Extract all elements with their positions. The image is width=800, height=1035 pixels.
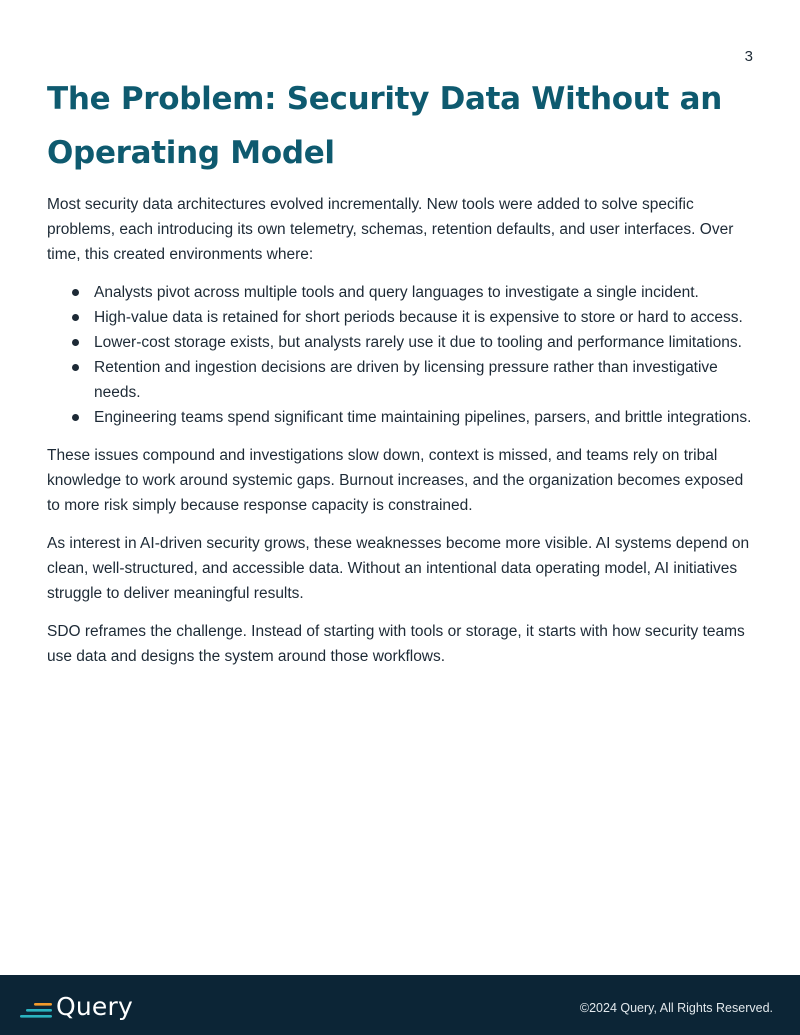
page-number: 3 xyxy=(744,48,753,65)
body-paragraph-sdo: SDO reframes the challenge. Instead of starting with tools or storage, it starts with how security teams use data and designs the system around those workflows. xyxy=(47,623,745,665)
logo-bars-icon xyxy=(20,992,60,1022)
list-item xyxy=(47,355,757,405)
intro-paragraph: Most security data architectures evolved incrementally. New tools were added to solve specific problems, each introducing its own telemetry, schemas, retention defaults, and user interfaces. Over time, this created environments where: xyxy=(47,196,734,263)
issues-list xyxy=(47,280,757,430)
bullet-icon xyxy=(72,414,79,421)
body-paragraph-issues: These issues compound and investigations slow down, context is missed, and teams rely on tribal knowledge to work around systemic gaps. Burnout increases, and the organization becomes exposed to more risk simply because response capacity is constrained. xyxy=(47,447,744,514)
list-item xyxy=(47,305,757,330)
list-item-text: Lower-cost storage exists, but analysts rarely use it due to tooling and performance limitations. xyxy=(94,334,742,351)
list-item-text: Engineering teams spend significant time maintaining pipelines, parsers, and brittle integrations. xyxy=(94,409,752,426)
query-logo xyxy=(20,992,150,1022)
bullet-icon xyxy=(72,364,79,371)
bullet-icon xyxy=(72,289,79,296)
list-item xyxy=(47,330,757,355)
bullet-icon xyxy=(72,314,79,321)
footer xyxy=(0,975,800,1035)
logo-text: Query xyxy=(56,992,133,1021)
list-item-text: Analysts pivot across multiple tools and query languages to investigate a single incident. xyxy=(94,284,699,301)
list-item-text: Retention and ingestion decisions are driven by licensing pressure rather than investigative needs. xyxy=(94,359,718,401)
copyright-text: ©2024 Query, All Rights Reserved. xyxy=(579,1001,773,1015)
list-item xyxy=(47,405,757,430)
body-paragraph-ai: As interest in AI-driven security grows, these weaknesses become more visible. AI systems depend on clean, well-structured, and accessible data. Without an intentional data operating model, AI initiatives struggle to deliver meaningful results. xyxy=(47,535,750,602)
bullet-icon xyxy=(72,339,79,346)
list-item xyxy=(47,280,757,305)
list-item-text: High-value data is retained for short periods because it is expensive to store or hard to access. xyxy=(94,309,743,326)
page-title: The Problem: Security Data Without an Operating Model xyxy=(47,81,722,171)
main-content xyxy=(47,192,757,682)
